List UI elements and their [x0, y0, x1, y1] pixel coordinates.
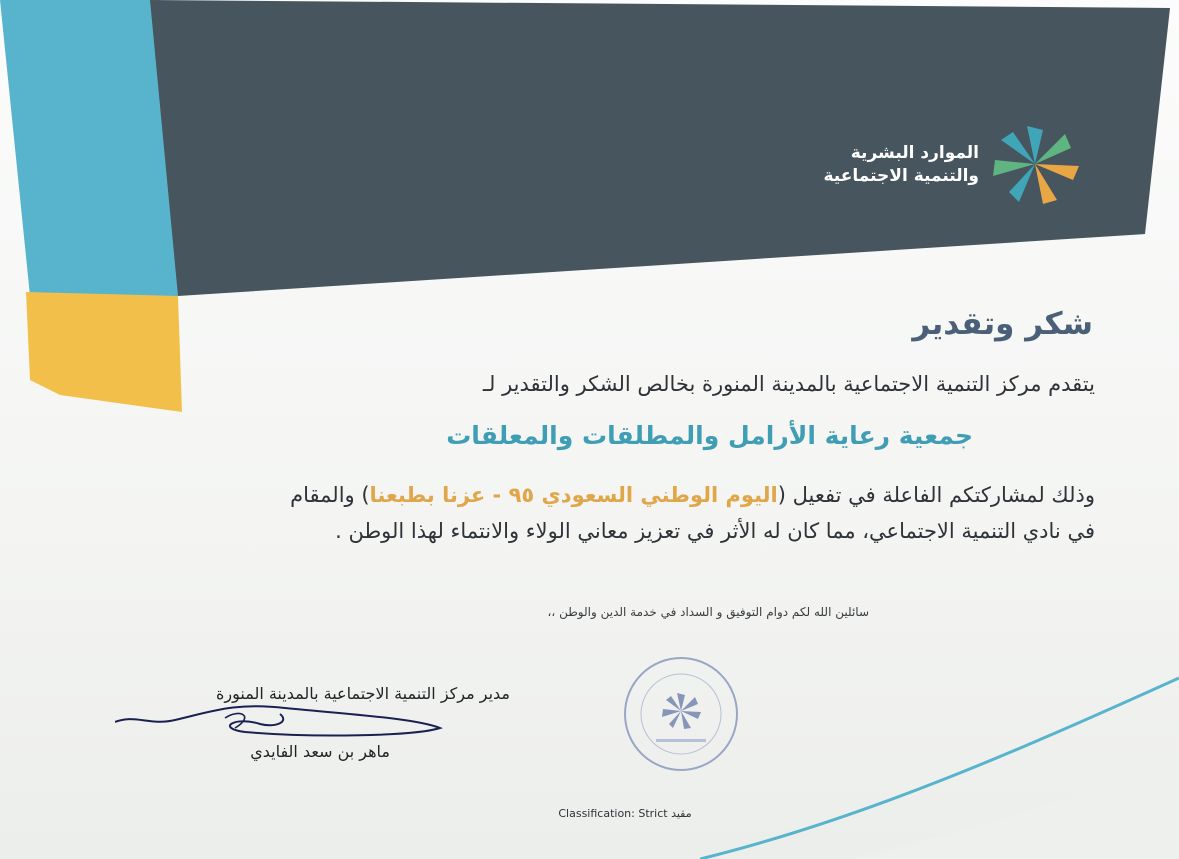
recipient-name: جمعية رعاية الأرامل والمطلقات والمعلقات [446, 421, 973, 450]
header-band [0, 0, 1179, 420]
decorative-swoosh [700, 670, 1179, 859]
body-text-part1: وذلك لمشاركتكم الفاعلة في تفعيل ( [777, 483, 1095, 507]
ministry-star-logo-icon [988, 122, 1082, 206]
body-text-part2: ) والمقام في نادي التنمية الاجتماعي، مما كان له الأثر في تعزيز معاني الولاء والانتماء لهذا الوطن . [290, 483, 1095, 543]
signatory-name: ماهر بن سعد الفايدي [250, 742, 390, 761]
blue-stripe [0, 0, 178, 296]
signature-icon [115, 698, 445, 743]
closing-wish: سائلين الله لكم دوام التوفيق و السداد في خدمة الدين والوطن ،، [547, 605, 869, 619]
org-name-line1: الموارد البشرية [850, 143, 979, 163]
certificate-title: شكر وتقدير [912, 306, 1093, 342]
event-name: اليوم الوطني السعودي ٩٥ - عزنا بطبعنا [369, 483, 778, 507]
signatory-title: مدير مركز التنمية الاجتماعية بالمدينة المنورة [215, 684, 510, 703]
body-paragraph [265, 477, 1095, 549]
classification-label: Classification: Strict مقيد [558, 807, 692, 820]
yellow-stripe [26, 292, 182, 412]
intro-text: يتقدم مركز التنمية الاجتماعية بالمدينة المنورة بخالص الشكر والتقدير لـ [482, 372, 1095, 396]
org-name-line2: والتنمية الاجتماعية [823, 166, 979, 186]
